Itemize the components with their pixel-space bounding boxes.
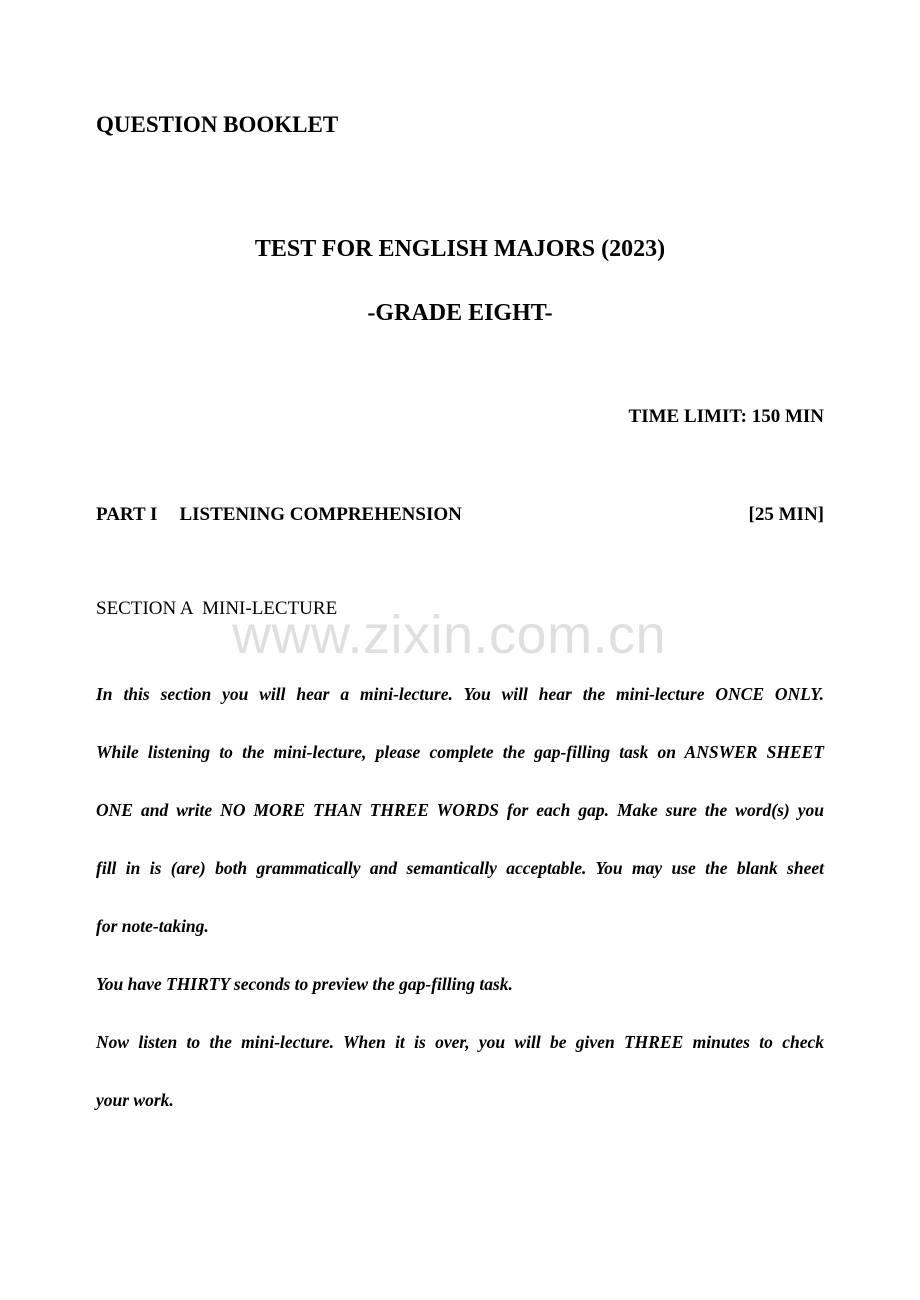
part-label xyxy=(96,504,462,526)
watermark: www.zixin.com.cn xyxy=(232,605,667,665)
part-duration: [25 MIN] xyxy=(748,504,824,525)
instruction-line-8: your work. xyxy=(96,1090,174,1110)
instruction-line-3: ONE and write NO MORE THAN THREE WORDS for each gap. Make sure the word(s) you xyxy=(96,800,824,820)
part-heading xyxy=(96,504,824,526)
part-title: LISTENING COMPREHENSION xyxy=(179,504,462,525)
part-number: PART I xyxy=(96,504,158,525)
test-title: TEST FOR ENGLISH MAJORS (2023) xyxy=(254,236,666,262)
instruction-line-1: In this section you will hear a mini-lecture. You will hear the mini-lecture ONCE ONLY. xyxy=(96,684,824,704)
time-limit: TIME LIMIT: 150 MIN xyxy=(628,406,824,427)
instruction-line-5: for note-taking. xyxy=(96,916,209,936)
instruction-line-6: You have THIRTY seconds to preview the gap-filling task. xyxy=(96,974,513,994)
booklet-label: QUESTION BOOKLET xyxy=(96,112,339,137)
instruction-line-4: fill in is (are) both grammatically and semantically acceptable. You may use the blank sheet xyxy=(96,858,824,878)
grade-subtitle: -GRADE EIGHT- xyxy=(367,300,553,326)
instruction-line-7: Now listen to the mini-lecture. When it is over, you will be given THREE minutes to check xyxy=(96,1032,824,1052)
instruction-line-2: While listening to the mini-lecture, please complete the gap-filling task on ANSWER SHEET xyxy=(96,742,824,762)
section-heading: SECTION A MINI-LECTURE xyxy=(96,598,338,619)
